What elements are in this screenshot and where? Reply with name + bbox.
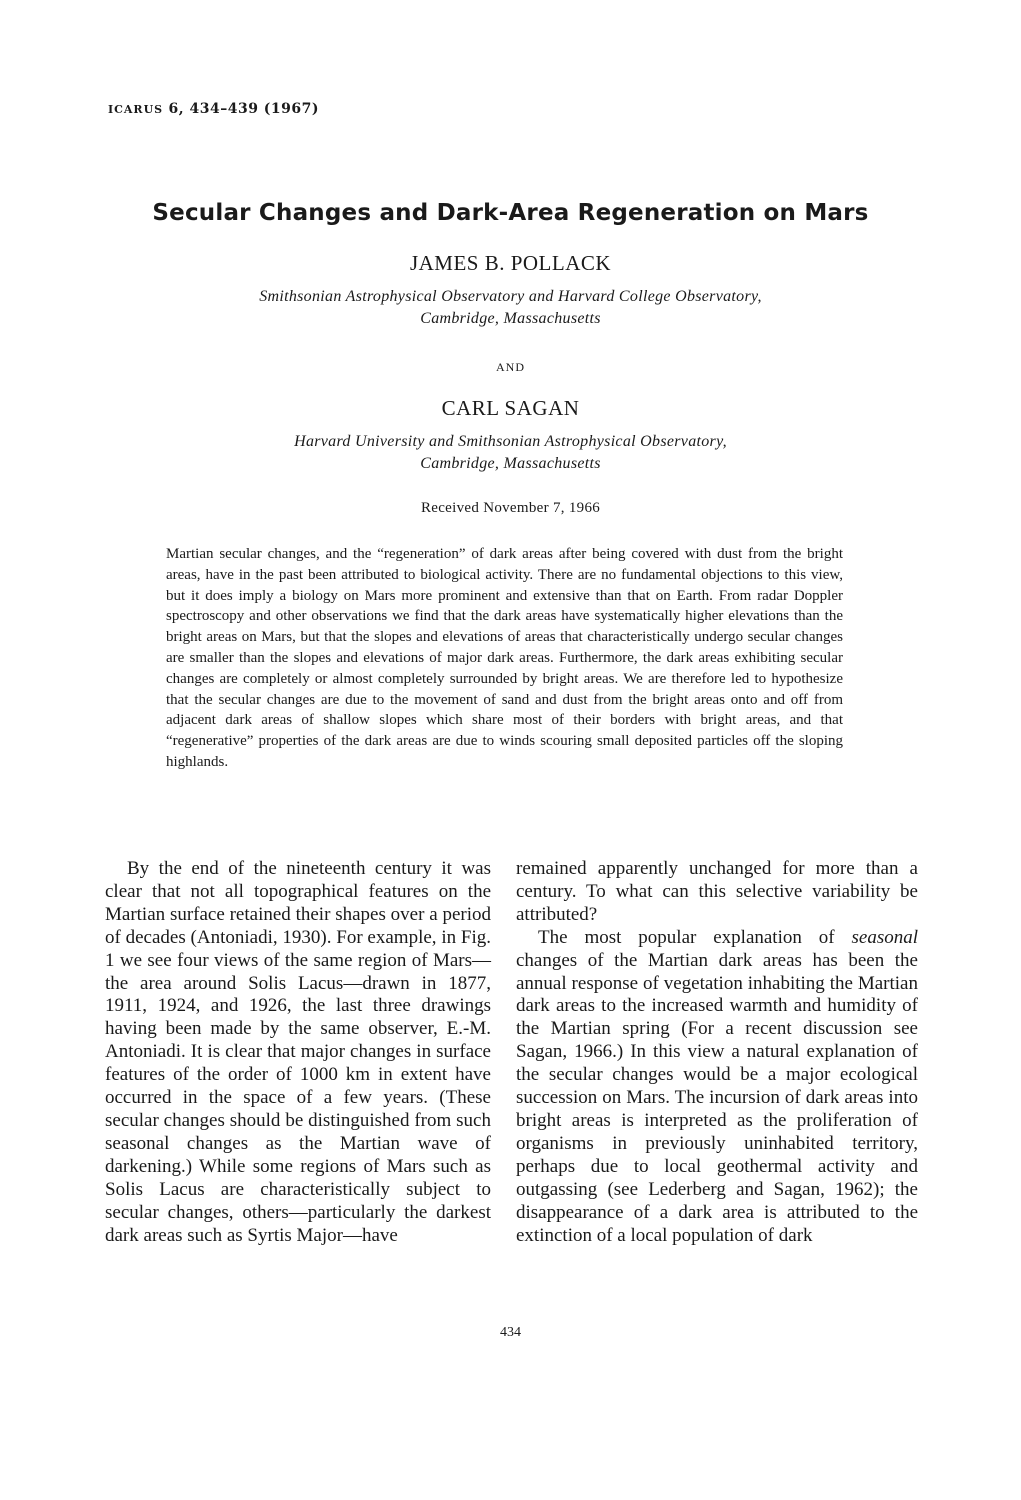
paper-title: Secular Changes and Dark-Area Regeneration on Mars: [152, 200, 869, 226]
body-column-left: [105, 858, 491, 1247]
journal-reference: [108, 101, 319, 117]
journal-citation: 6, 434–439 (1967): [168, 101, 320, 117]
author-name-1: JAMES B. POLLACK: [409, 251, 612, 275]
author-affiliation-2: [0, 431, 1021, 475]
affiliation-line: Cambridge, Massachusetts: [420, 455, 601, 472]
author-separator: AND: [496, 360, 525, 374]
author-affiliation-1: [0, 286, 1021, 330]
body-paragraph: [516, 927, 918, 1248]
affiliation-line: Smithsonian Astrophysical Observatory and Harvard College Observatory,: [259, 288, 762, 305]
abstract: Martian secular changes, and the “regeneration” of dark areas after being covered with dust from the bright areas, have in the past been attributed to biological activity. There are no fundamental objections to this view, but it does imply a biology on Mars more prominent and extensive than that on Earth. From radar Doppler spectroscopy and other observations we find that the dark areas have systematically higher elevations than the bright areas on Mars, but that the slopes and elevations of areas that characteristically undergo secular changes are smaller than the slopes and elevations of major dark areas. Furthermore, the dark areas exhibiting secular changes are completely or almost completely surrounded by bright areas. We are therefore led to hypothesize that the secular changes are due to the movement of sand and dust from the bright areas onto and off from adjacent dark areas of shallow slopes which share most of their borders with bright areas, and that “regenerative” properties of the dark areas are due to winds scouring small deposited particles off the sloping highlands.: [166, 546, 843, 770]
affiliation-line: Harvard University and Smithsonian Astrophysical Observatory,: [294, 433, 727, 450]
received-date: Received November 7, 1966: [420, 500, 601, 516]
body-paragraph: By the end of the nineteenth century it was clear that not all topographical features on the Martian surface retained their shapes over a period of decades (Antoniadi, 1930). For example, in Fig. 1 we see four views of the same region of Mars—the area around Solis Lacus—drawn in 1877, 1911, 1924, and 1926, the last three drawings having been made by the same observer, E.-M. Antoniadi. It is clear that major changes in surface features of the order of 1000 km in extent have occurred in the space of a few years. (These secular changes should be distinguished from such seasonal changes as the Martian wave of darkening.) While some regions of Mars such as Solis Lacus are characteristically subject to secular changes, others—particularly the darkest dark areas such as Syrtis Major—have: [105, 858, 491, 1246]
body-paragraph: remained apparently unchanged for more than a century. To what can this selective variability be attributed?: [516, 858, 918, 925]
affiliation-line: Cambridge, Massachusetts: [420, 310, 601, 327]
body-column-right: [516, 858, 918, 1247]
author-name-2: CARL SAGAN: [441, 396, 580, 420]
paragraph-lead: The most popular explanation of: [538, 926, 835, 948]
paragraph-text: changes of the Martian dark areas has been the annual response of vegetation inhabiting the Martian dark areas to the increased warmth and humidity of the Martian spring (For a recent discussion see Sagan, 1966.) In this view a natural explanation of the secular changes would be a major ecological succession on Mars. The incursion of dark areas into bright areas is interpreted as the proliferation of organisms in previously uninhabited territory, perhaps due to local geothermal activity and outgassing (see Lederberg and Sagan, 1962); the disappearance of a dark area is attributed to the extinction of a local population of dark: [516, 949, 918, 1246]
page-number: 434: [500, 1325, 521, 1340]
emphasis-seasonal: seasonal: [851, 926, 918, 948]
journal-name: ICARUS: [108, 103, 164, 116]
